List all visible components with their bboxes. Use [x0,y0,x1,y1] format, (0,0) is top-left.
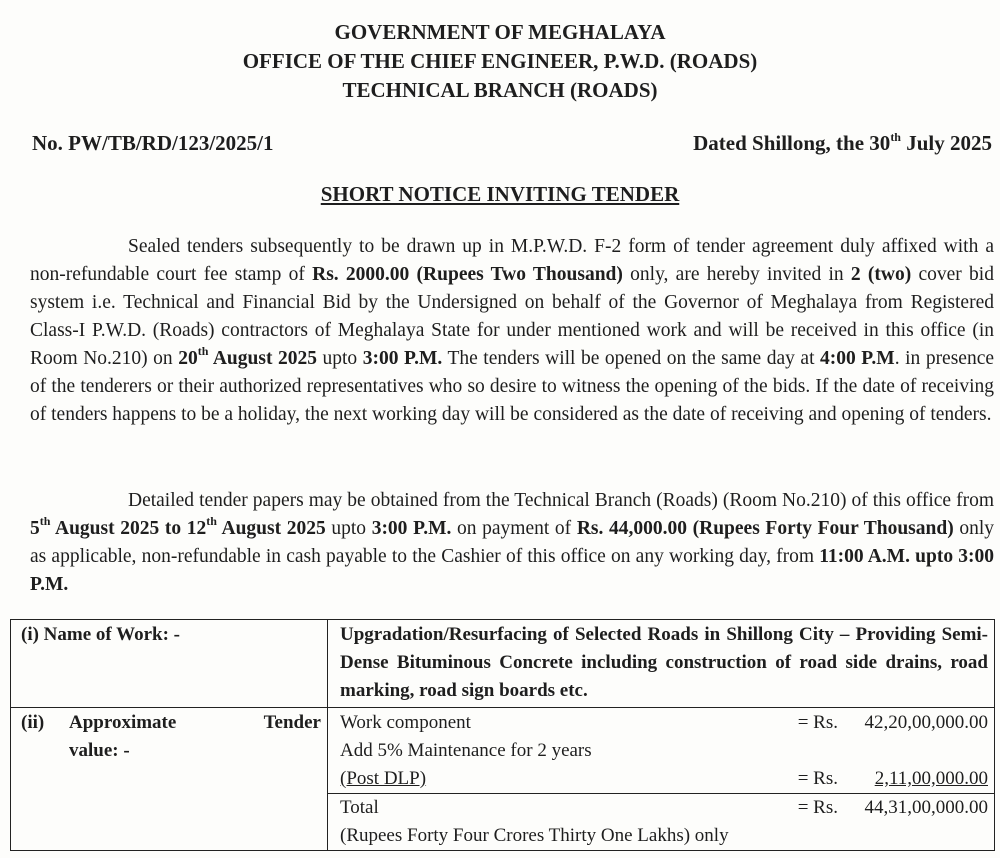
header-government: GOVERNMENT OF MEGHALAYA [334,20,666,44]
reference-number: No. PW/TB/RD/123/2025/1 [32,131,274,155]
reference-date: Dated Shillong, the 30th July 2025 [693,130,992,155]
table-row [11,708,995,851]
paragraph-sealed-tenders: Sealed tenders subsequently to be drawn up in M.P.W.D. F-2 form of tender agreement duly affixed with a non-refundable court fee stamp of Rs. 2000.00 (Rupees Two Thousand) only, are hereby invited in 2 (two) cover bid system i.e. Technical and Financial Bid by the Undersigned on behalf of the Governor of Meghalaya from Registered Class-I P.W.D. (Roads) contractors of Meghalaya State for under mentioned work and will be received in this office (in Room No.210) on 20th August 2025 upto 3:00 P.M. The tenders will be opened on the same day at 4:00 P.M. in presence of the tenderers or their authorized representatives who so desire to witness the opening of the bids. If the date of receiving of tenders happens to be a holiday, the next working day will be considered as the date of receiving and opening of tenders. [30,236,995,425]
tender-value-breakdown [328,708,995,851]
work-component-line: Work component = Rs. 42,20,00,000.00 [340,712,988,733]
maintenance-line: Add 5% Maintenance for 2 years [340,740,592,761]
total-in-words: (Rupees Forty Four Crores Thirty One Lakhs) only [340,825,729,846]
name-of-work-value: Upgradation/Resurfacing of Selected Roads in Shillong City – Providing Semi- Dense Bituminous Concrete including construction of road side drains, road marking, road sign boards etc. [328,620,995,708]
header-office: OFFICE OF THE CHIEF ENGINEER, P.W.D. (ROADS) [242,49,758,73]
tender-value-label: (ii) Approximate Tender value: - [11,708,328,851]
notice-title: SHORT NOTICE INVITING TENDER [320,182,680,206]
header-branch: TECHNICAL BRANCH (ROADS) [342,78,658,102]
tender-details-table [10,619,995,851]
paragraph-tender-papers: Detailed tender papers may be obtained from the Technical Branch (Roads) (Room No.210) of this office from 5th August 2025 to 12th August 2025 upto 3:00 P.M. on payment of Rs. 44,000.00 (Rupees Forty Four Thousand) only as applicable, non-refundable in cash payable to the Cashier of this office on any working day, from 11:00 A.M. upto 3:00 P.M. [30,490,995,595]
table-row [11,620,995,708]
name-of-work-label: (i) Name of Work: - [11,620,328,708]
total-section: Total = Rs. 44,31,00,000.00 (Rupees Forty Four Crores Thirty One Lakhs) only [328,793,994,850]
post-dlp-line: (Post DLP) = Rs. 2,11,00,000.00 [340,768,988,789]
reference-line [32,131,992,161]
